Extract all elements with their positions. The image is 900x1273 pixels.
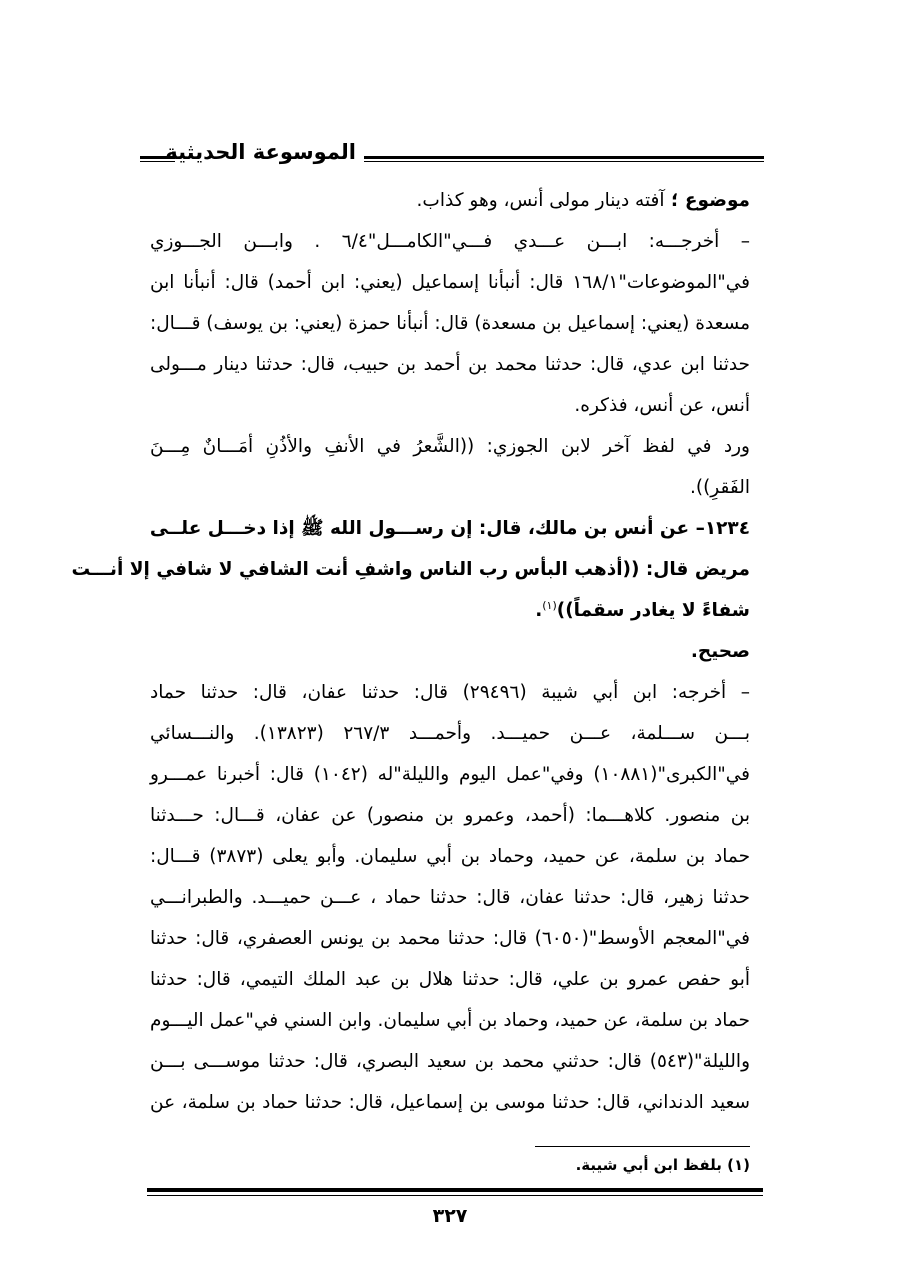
text-segment: – أخرجه: ابن أبي شيبة (٢٩٤٩٦) قال: حدثنا عفان، قال: حدثنا حماد — [150, 682, 751, 703]
text-segment: والليلة"(٥٤٣) قال: حدثني محمد بن سعيد البصري، قال: حدثنا موســـى بـــن — [150, 1051, 750, 1072]
text-segment: في"المعجم الأوسط"(٦٠٥٠) قال: حدثنا محمد بن يونس العصفري، قال: حدثنا — [150, 928, 751, 949]
text-segment: حدثنا ابن عدي، قال: حدثنا محمد بن أحمد بن حبيب، قال: حدثنا دينار مـــولى — [150, 354, 750, 375]
text-segment: ١٢٣٤– عن أنس بن مالك، قال: إن رســـول الله ﷺ إذا دخـــل علــى — [149, 518, 750, 539]
text-segment: آفته دينار مولى أنس، وهو كذاب. — [416, 190, 665, 211]
text-line — [150, 303, 750, 344]
text-line — [150, 1000, 750, 1041]
header-rule-right — [364, 156, 764, 159]
running-header — [140, 138, 764, 178]
text-line — [150, 426, 750, 467]
footnote: (١) بلفظ ابن أبي شيبة. — [575, 1156, 750, 1174]
text-line — [150, 959, 750, 1000]
text-segment: – أخرجـــه: ابـــن عـــدي فـــي"الكامـــل"٦/٤ . وابـــن الجـــوزي — [150, 231, 751, 252]
text-line — [150, 344, 750, 385]
text-line — [150, 508, 750, 549]
text-line — [150, 467, 750, 508]
text-segment: ورد في لفظ آخر لابن الجوزي: ((الشَّعرُ في الأنفِ والأذُنِ أمَـــانٌ مِـــنَ — [150, 436, 750, 457]
text-segment: حدثنا زهير، قال: حدثنا عفان، قال: حدثنا حماد ، عـــن حميـــد. والطبرانـــي — [150, 887, 750, 908]
text-segment: شفاءً لا يغادر سقماً)) — [556, 600, 750, 621]
text-line — [150, 221, 750, 262]
text-segment: حماد بن سلمة، عن حميد، وحماد بن أبي سليمان. وابن السني في"عمل اليـــوم — [150, 1010, 750, 1031]
text-segment: أنس، عن أنس، فذكره. — [574, 395, 750, 416]
text-segment: حماد بن سلمة، عن حميد، وحماد بن أبي سليمان. وأبو يعلى (٣٨٧٣) قـــال: — [150, 846, 751, 867]
text-segment: بن منصور. كلاهـــما: (أحمد، وعمرو بن منصور) عن عفان، قـــال: حـــدثنا — [150, 805, 750, 826]
text-line — [150, 631, 750, 672]
text-line — [71, 549, 750, 590]
text-segment: سعيد الدنداني، قال: حدثنا موسى بن إسماعيل، قال: حدثنا حماد بن سلمة، عن — [150, 1092, 750, 1113]
footnote-marker: (١) — [542, 598, 557, 612]
text-line — [150, 590, 750, 631]
footnote-rule — [535, 1146, 750, 1147]
text-segment: الفَقرِ)). — [689, 477, 750, 498]
text-segment: في"الكبرى"(١٠٨٨١) وفي"عمل اليوم والليلة"له (١٠٤٢) قال: أخبرنا عمـــرو — [150, 764, 750, 785]
text-line — [150, 672, 750, 713]
text-segment: بـــن ســـلمة، عـــن حميـــد. وأحمـــد ٢٦٧/٣ (١٣٨٢٣). والنـــسائي — [150, 723, 750, 744]
page-number: ٣٢٧ — [432, 1205, 468, 1227]
footer-rule-thick — [147, 1188, 763, 1192]
text-line — [150, 385, 750, 426]
text-line — [150, 713, 750, 754]
footer-rule-thin — [147, 1195, 763, 1196]
text-line — [150, 1082, 750, 1123]
text-segment: صحيح. — [690, 641, 750, 662]
text-segment: مريض قال: ((أذهب البأس رب الناس واشفِ أنت الشافي لا شافي إلا أنـــت — [71, 559, 750, 580]
body-text — [71, 180, 751, 1123]
text-segment: مسعدة (يعني: إسماعيل بن مسعدة) قال: أنبأنا حمزة (يعني: بن يوسف) قـــال: — [150, 313, 750, 334]
text-segment: أبو حفص عمرو بن علي، قال: حدثنا هلال بن عبد الملك التيمي، قال: حدثنا — [150, 969, 750, 990]
text-line — [150, 795, 750, 836]
text-line — [150, 262, 750, 303]
header-title: الموسوعة الحديثية — [165, 140, 356, 164]
text-line — [150, 918, 750, 959]
header-rule-right-thin — [364, 161, 764, 162]
text-line — [150, 754, 750, 795]
text-line — [150, 1041, 750, 1082]
text-segment: . — [535, 600, 543, 621]
text-segment: موضوع ؛ — [664, 190, 750, 211]
text-segment: في"الموضوعات"١٦٨/١ قال: أنبأنا إسماعيل (يعني: ابن أحمد) قال: أنبأنا ابن — [150, 272, 750, 293]
text-line — [150, 877, 750, 918]
text-line — [150, 836, 750, 877]
text-line — [150, 180, 750, 221]
